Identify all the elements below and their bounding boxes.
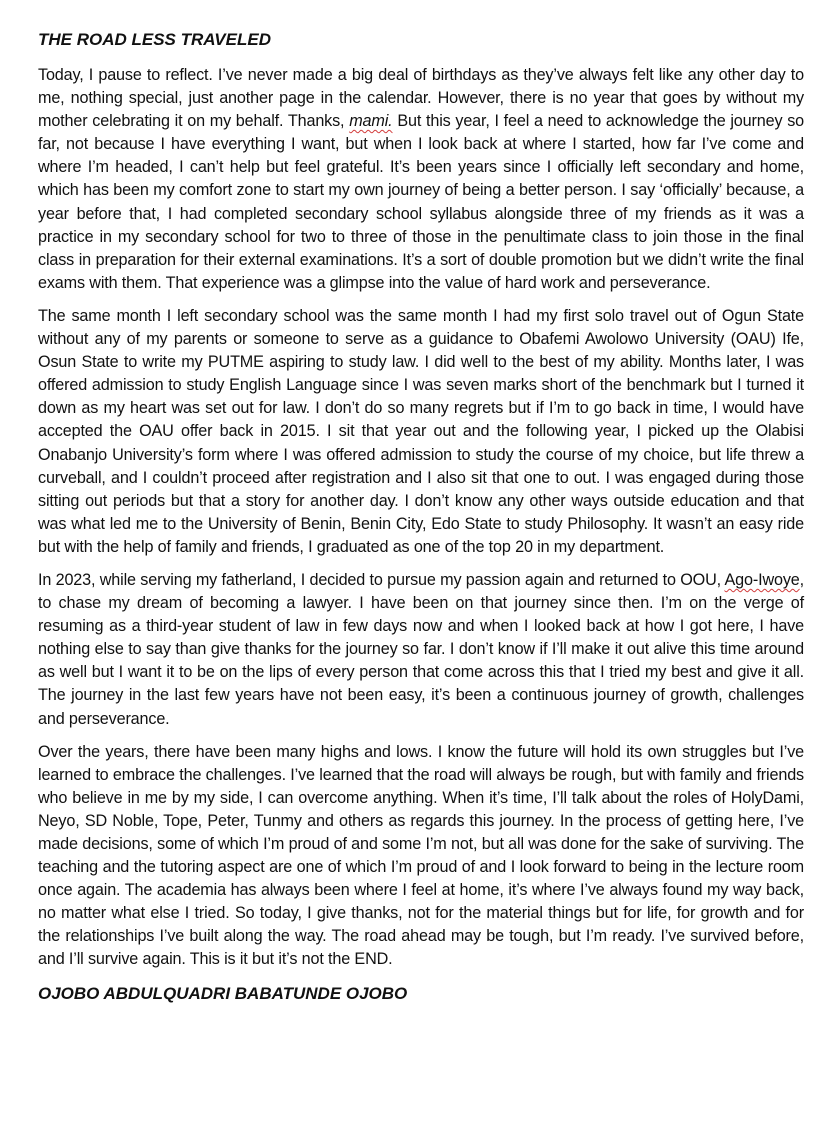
document-title: THE ROAD LESS TRAVELED xyxy=(38,30,271,49)
spellcheck-flagged-word[interactable]: mami. xyxy=(349,112,393,131)
paragraph-3-text-start: In 2023, while serving my fatherland, I decided to pursue my passion again and returned to OOU, xyxy=(38,570,725,589)
paragraph-3 xyxy=(38,569,804,731)
paragraph-3-text-end: , to chase my dream of becoming a lawyer. I have been on that journey since then. I’m on the verge of resuming as a third-year student of law in few days now and when I looked back at how I got here, I have nothing else to say than give thanks for the journey so far. I don’t know if I’ll make it out alive this time around as well but I want it to be on the lips of every person that come across this that I tried my best and give it all. The journey in the last few years have not been easy, it’s been a continuous journey of growth, challenges and perseverance. xyxy=(38,570,804,728)
document-page xyxy=(38,28,804,1006)
paragraph-1 xyxy=(38,64,804,295)
spellcheck-flagged-word[interactable]: Ago-Iwoye xyxy=(724,570,800,589)
paragraph-1-text-start: Today, I pause to reflect. I’ve never made a big deal of birthdays as they’ve always felt like any other day to me, nothing special, just another page in the calendar. However, there is no year that goes by without my mother celebrating it on my behalf. Thanks, xyxy=(38,66,804,131)
paragraph-1-text-end: But this year, I feel a need to acknowledge the journey so far, not because I have everything I want, but when I look back at where I started, how far I’ve come and where I’m headed, I can’t help but feel grateful. It’s been years since I officially left secondary and home, which has been my comfort zone to start my own journey of being a better person. I say ‘officially’ because, a year before that, I had completed secondary school syllabus alongside three of my friends as it was a practice in my secondary school for two to three of those in the penultimate class to join those in the final class in preparation for their external examinations. It’s a sort of double promotion but we didn’t write the final exams with them. That experience was a glimpse into the value of hard work and perseverance. xyxy=(38,112,804,292)
author-signature: OJOBO ABDULQUADRI BABATUNDE OJOBO xyxy=(38,983,408,1003)
paragraph-2: The same month I left secondary school was the same month I had my first solo travel out of Ogun State without any of my parents or someone to serve as a guidance to Obafemi Awolowo University (OAU) Ife, Osun State to write my PUTME aspiring to study law. I did well to the best of my ability. Months later, I was offered admission to study English Language since I was seven marks short of the benchmark but I turned it down as my heart was set out for law. I don’t do so many regrets but if I’m to go back in time, I would have accepted the OAU offer back in 2015. I sit that year out and the following year, I picked up the Olabisi Onabanjo University’s form where I was offered admission to study the course of my choice, but life threw a curveball, and I couldn’t proceed after registration and I also sit that one to out. I was engaged during those sitting out periods but that a story for another day. I don’t know any other ways outside education and that was what led me to the University of Benin, Benin City, Edo State to study Philosophy. It wasn’t an easy ride but with the help of family and friends, I graduated as one of the top 20 in my department. xyxy=(38,306,804,556)
paragraph-4: Over the years, there have been many highs and lows. I know the future will hold its own struggles but I’ve learned to embrace the challenges. I’ve learned that the road will always be rough, but with family and friends who believe in me by my side, I can overcome anything. When it’s time, I’ll talk about the roles of HolyDami, Neyo, SD Noble, Tope, Peter, Tunmy and others as regards this journey. In the process of getting here, I’ve made decisions, some of which I’m proud of and some I’m not, but all was done for the sake of surviving. The teaching and the tutoring aspect are one of which I’m proud of and I look forward to being in the lecture room once again. The academia has always been where I feel at home, it’s where I’ve always found my way back, no matter what else I tried. So today, I give thanks, not for the material things but for life, for growth and for the relationships I’ve built along the way. The road ahead may be tough, but I’m ready. I’ve survived before, and I’ll survive again. This is it but it’s not the END. xyxy=(38,742,804,969)
